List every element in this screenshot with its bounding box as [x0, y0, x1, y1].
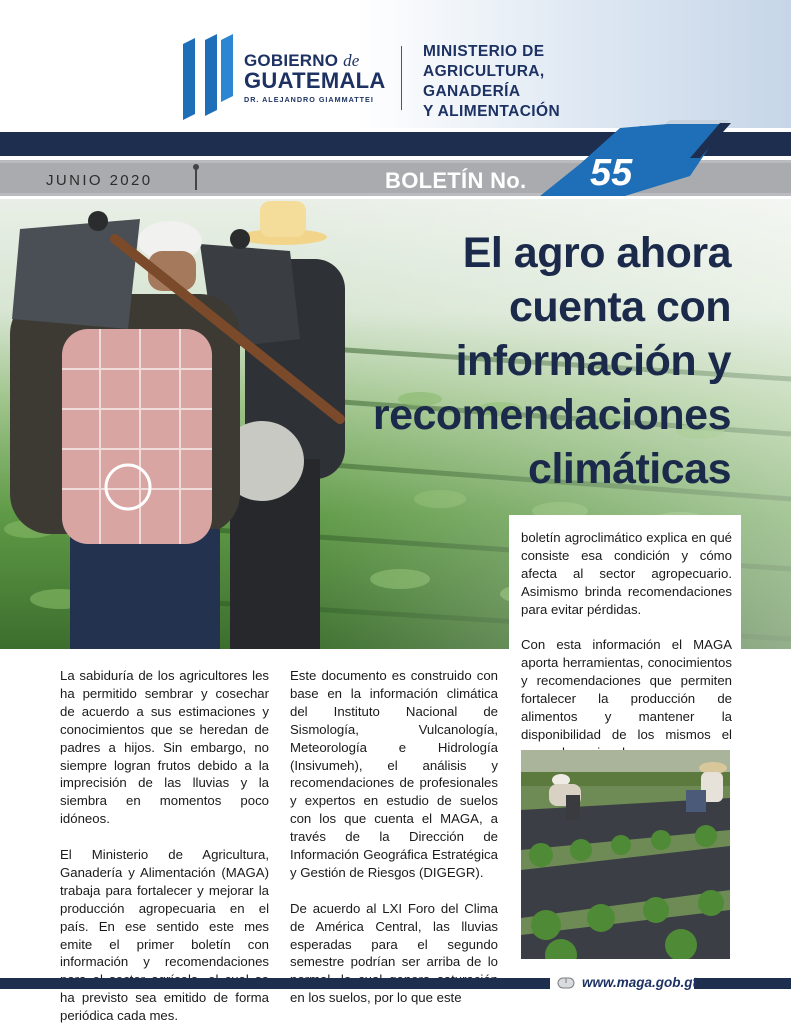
header-divider [401, 46, 402, 110]
paragraph: Este documento es construido con base en la información climática del Instituto Nacional de Sismología, Vulcanología, Meteorología e Hidrología (Insivumeh), el análisis y recomendaciones de profesionales y expertos en estudio de suelos con los que cuenta el MAGA, a través de la Dirección de Información Geográfica Estratégica y Gestión de Riesgos (DIGEGR). [290, 668, 498, 880]
footer-band-right [694, 978, 791, 989]
paragraph: De acuerdo al LXI Foro del Clima de América Central, las lluvias esperadas para el segundo semestre podrían ser arriba de lo en los suelos, por lo que este [290, 900, 498, 1006]
bulletin-number-badge [540, 118, 791, 198]
headline-line: climáticas [528, 445, 731, 493]
paragraph: La sabiduría de los agricultores les ha permitido sembrar y cosechar de acuerdo a sus estimaciones y conocimientos que se heredan de padres a hijos. Sin embargo, no siempre logran frutos debido a la imprecisión de las lluvias y la siembra en momentos poco idóneos. [60, 668, 269, 827]
headline [311, 226, 731, 496]
gob-de: de [343, 51, 360, 70]
ministry-line: MINISTERIO DE [423, 43, 545, 60]
photo-field-workers [521, 750, 730, 959]
paragraph: El Ministerio de Agricultura, Ganadería y Alimentación (MAGA) trabaja para fortalecer y mejorar la producción agropecuaria en el país. En ese sentido este mes emite el primer boletín con información y recomendaciones ha previsto sea emitido de forma periódica cada mes. [60, 847, 269, 1024]
website-link[interactable]: www.maga.gob.gt [582, 975, 698, 990]
date-marker-line [195, 168, 197, 190]
government-logo-icon [183, 34, 233, 120]
headline-line: El agro ahora [462, 229, 731, 277]
gob-line3: DR. ALEJANDRO GIAMMATTEI [244, 95, 374, 104]
ministry-line: Y ALIMENTACIÓN [423, 103, 561, 120]
paragraph: boletín agroclimático explica en qué consiste esa condición y cómo afecta al sector agropecuario. Asimismo brinda recomendaciones para evitar pérdidas. [521, 530, 732, 617]
ministry-name [423, 42, 560, 122]
headline-line: cuenta con [509, 283, 731, 331]
bulletin-label: BOLETÍN No. [385, 168, 527, 193]
paragraph: Con esta información el MAGA aporta herramientas, conocimientos y recomendaciones que permiten fortalecer la producción de alimentos y mantener la disponibilidad de los mismos el [521, 637, 732, 742]
article-column-1 [60, 667, 269, 1024]
bulletin-date: JUNIO 2020 [46, 172, 153, 189]
gob-line1: GOBIERNO [244, 51, 339, 70]
ministry-line: GANADERÍA [423, 83, 521, 100]
headline-line: información y [455, 337, 731, 385]
headline-line: recomendaciones [372, 391, 731, 439]
article-column-2 [290, 667, 498, 1024]
gob-line2: GUATEMALA [244, 68, 386, 93]
footer-band-left [0, 978, 550, 989]
header-background [0, 0, 791, 128]
ministry-line: AGRICULTURA, [423, 63, 545, 80]
mouse-icon [556, 975, 578, 991]
bulletin-number: 55 [590, 152, 633, 194]
government-wordmark [244, 52, 386, 103]
article-column-3 [521, 529, 732, 780]
